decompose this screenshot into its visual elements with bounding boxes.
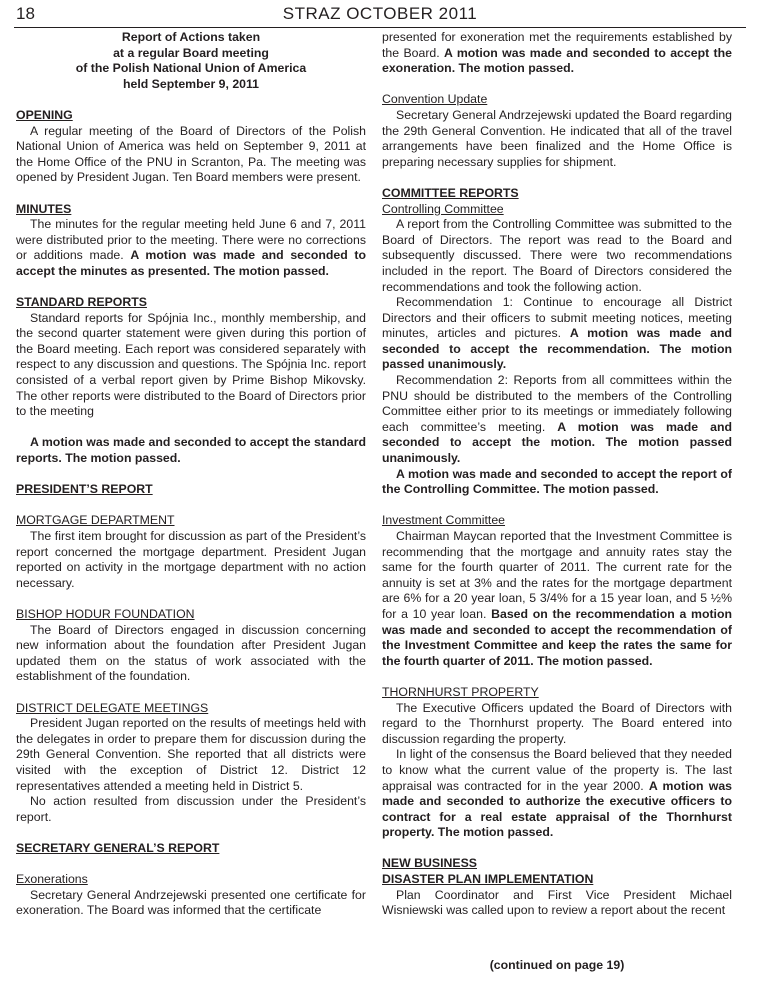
exonerations-heading: Exonerations (16, 872, 88, 887)
investment-motion: Based on the recommendation a motion was made and seconded to accept the recommendation of the Investment Committee and keep the rates the same for the fourth quarter of 2011. The motion passed. (382, 606, 732, 668)
delegate-paragraph-2: No action resulted from discussion under the President’s report. (16, 794, 366, 824)
delegate-paragraph: President Jugan reported on the results of meetings held with the delegates in order to prepare them for discussion during the 29th General Convention. She reported that all districts were visited with the exception of District 12. District 12 representatives attended a meeting held in District 5. (16, 716, 366, 793)
left-column (16, 30, 366, 919)
page-header (14, 4, 746, 28)
opening-paragraph: A regular meeting of the Board of Directors of the Polish National Union of America was held on September 9, 2011 at the Home Office of the PNU in Scranton, Pa. The meeting was opened by President Jugan. Ten Board members were present. (16, 123, 366, 185)
rec1-text: Recommendation 1: Continue to encourage all District Directors and their officers to submit meeting notices, meeting minutes, articles and pictures. (382, 295, 732, 341)
exonerations-text: presented for exoneration met the requirements established by the Board. (382, 30, 732, 60)
minutes-paragraph (16, 217, 366, 279)
mortgage-heading: MORTGAGE DEPARTMENT (16, 513, 175, 528)
masthead: STRAZ OCTOBER 2011 (282, 4, 478, 23)
disaster-plan-paragraph: Plan Coordinator and First Vice President Michael Wisniewski was called upon to review a report about the recent (382, 887, 732, 918)
minutes-text: The minutes for the regular meeting held June 6 and 7, 2011 were distributed prior to the meeting. There were no corrections or additions made. (16, 217, 366, 263)
header-rule (14, 27, 746, 28)
title-line: held September 9, 2011 (122, 76, 260, 91)
committee-reports-heading: COMMITTEE REPORTS (382, 185, 519, 200)
minutes-motion: A motion was made and seconded to accept the minutes as presented. The motion passed. (16, 248, 366, 278)
title-line: of the Polish National Union of America (75, 61, 307, 76)
thornhurst-heading: THORNHURST PROPERTY (382, 684, 539, 699)
recommendation-1 (382, 295, 732, 373)
page-number: 18 (16, 4, 35, 23)
exonerations-paragraph: Secretary General Andrzejewski presented one certificate for exoneration. The Board was informed that the certificate (16, 887, 366, 918)
continued-note: (continued on page 19) (489, 958, 625, 972)
mortgage-paragraph: The first item brought for discussion as part of the President’s report concerned the mortgage department. President Jugan reported on activity in the mortgage department with no action necessary. (16, 529, 366, 590)
hodur-paragraph: The Board of Directors engaged in discussion concerning new information about the foundation after President Jugan updated them on the status of work associated with the establishment of the foundation. (16, 622, 366, 684)
recommendation-2 (382, 373, 732, 467)
controlling-motion: A motion was made and seconded to accept the report of the Controlling Committee. The motion passed. (382, 466, 732, 497)
investment-paragraph (382, 529, 732, 669)
thornhurst-text: In light of the consensus the Board believed that they needed to know what the current value of the property is. The last appraisal was contracted for in the year 2000. (382, 747, 732, 793)
right-column (382, 30, 732, 919)
controlling-heading: Controlling Committee (382, 201, 504, 216)
investment-text: Chairman Maycan reported that the Investment Committee is recommending that the mortgage and annuity rates stay the same for the fourth quarter of 2011. The current rate for the annuity is set at 3% and the rates for the mortgage department are 6% for a 20 year loan, 5 3/4% for a 15 year loan, and 5 ½% for a 10 year loan. (382, 529, 732, 621)
investment-heading: Investment Committee (382, 513, 506, 528)
hodur-heading: BISHOP HODUR FOUNDATION (16, 606, 195, 621)
standard-reports-paragraph: Standard reports for Spójnia Inc., monthly membership, and the second quarter statement were given during this portion of the Board meeting. Each report was considered separately with respect to any discussion and questions. The Spójnia Inc. report consisted of a verbal report given by Prime Bishop Mikovsky. The other reports were distributed to the Board of Directors prior to the meeting (16, 310, 366, 419)
thornhurst-motion: A motion was made and seconded to authorize the executive officers to contract for a real estate appraisal of the Thornhurst property. The motion passed. (382, 778, 732, 840)
delegate-heading: DISTRICT DELEGATE MEETINGS (16, 700, 209, 715)
opening-heading: OPENING (16, 107, 73, 122)
title-line: at a regular Board meeting (113, 45, 269, 60)
exonerations-continued (382, 30, 732, 77)
controlling-paragraph: A report from the Controlling Committee was submitted to the Board of Directors. The report was read to the Board and subsequently discussed. There were two recommendations included in the report. The Board of Directors considered the recommendations and took the following action. (382, 217, 732, 294)
minutes-heading: MINUTES (16, 201, 72, 216)
disaster-plan-heading: DISASTER PLAN IMPLEMENTATION (382, 872, 594, 887)
thornhurst-paragraph: The Executive Officers updated the Board of Directors with regard to the Thornhurst property. The Board entered into discussion regarding the property. (382, 700, 732, 746)
rec2-text: Recommendation 2: Reports from all committees within the PNU should be distributed to the members of the Controlling Committee either prior to its meetings or immediately following each committee’s meeting. (382, 373, 732, 434)
exonerations-motion: A motion was made and seconded to accept the exoneration. The motion passed. (382, 45, 732, 76)
secretary-general-heading: SECRETARY GENERAL’S REPORT (16, 840, 220, 855)
thornhurst-paragraph-2 (382, 747, 732, 841)
rec2-motion: A motion was made and seconded to accept the motion. The motion passed unanimously. (382, 419, 732, 466)
presidents-report-heading: PRESIDENT’S REPORT (16, 482, 153, 497)
convention-paragraph: Secretary General Andrzejewski updated the Board regarding the 29th General Convention. He indicated that all of the travel arrangements have been finalized and the Home Office is preparing necessary supplies for shipment. (382, 107, 732, 169)
convention-heading: Convention Update (382, 92, 488, 107)
report-title (16, 30, 366, 92)
new-business-heading: NEW BUSINESS (382, 856, 477, 871)
standard-reports-motion: A motion was made and seconded to accept the standard reports. The motion passed. (16, 435, 366, 466)
standard-reports-heading: STANDARD REPORTS (16, 295, 147, 310)
rec1-motion: A motion was made and seconded to accept the recommendation. The motion passed unanimously. (382, 326, 732, 372)
title-line: Report of Actions taken (121, 30, 261, 44)
